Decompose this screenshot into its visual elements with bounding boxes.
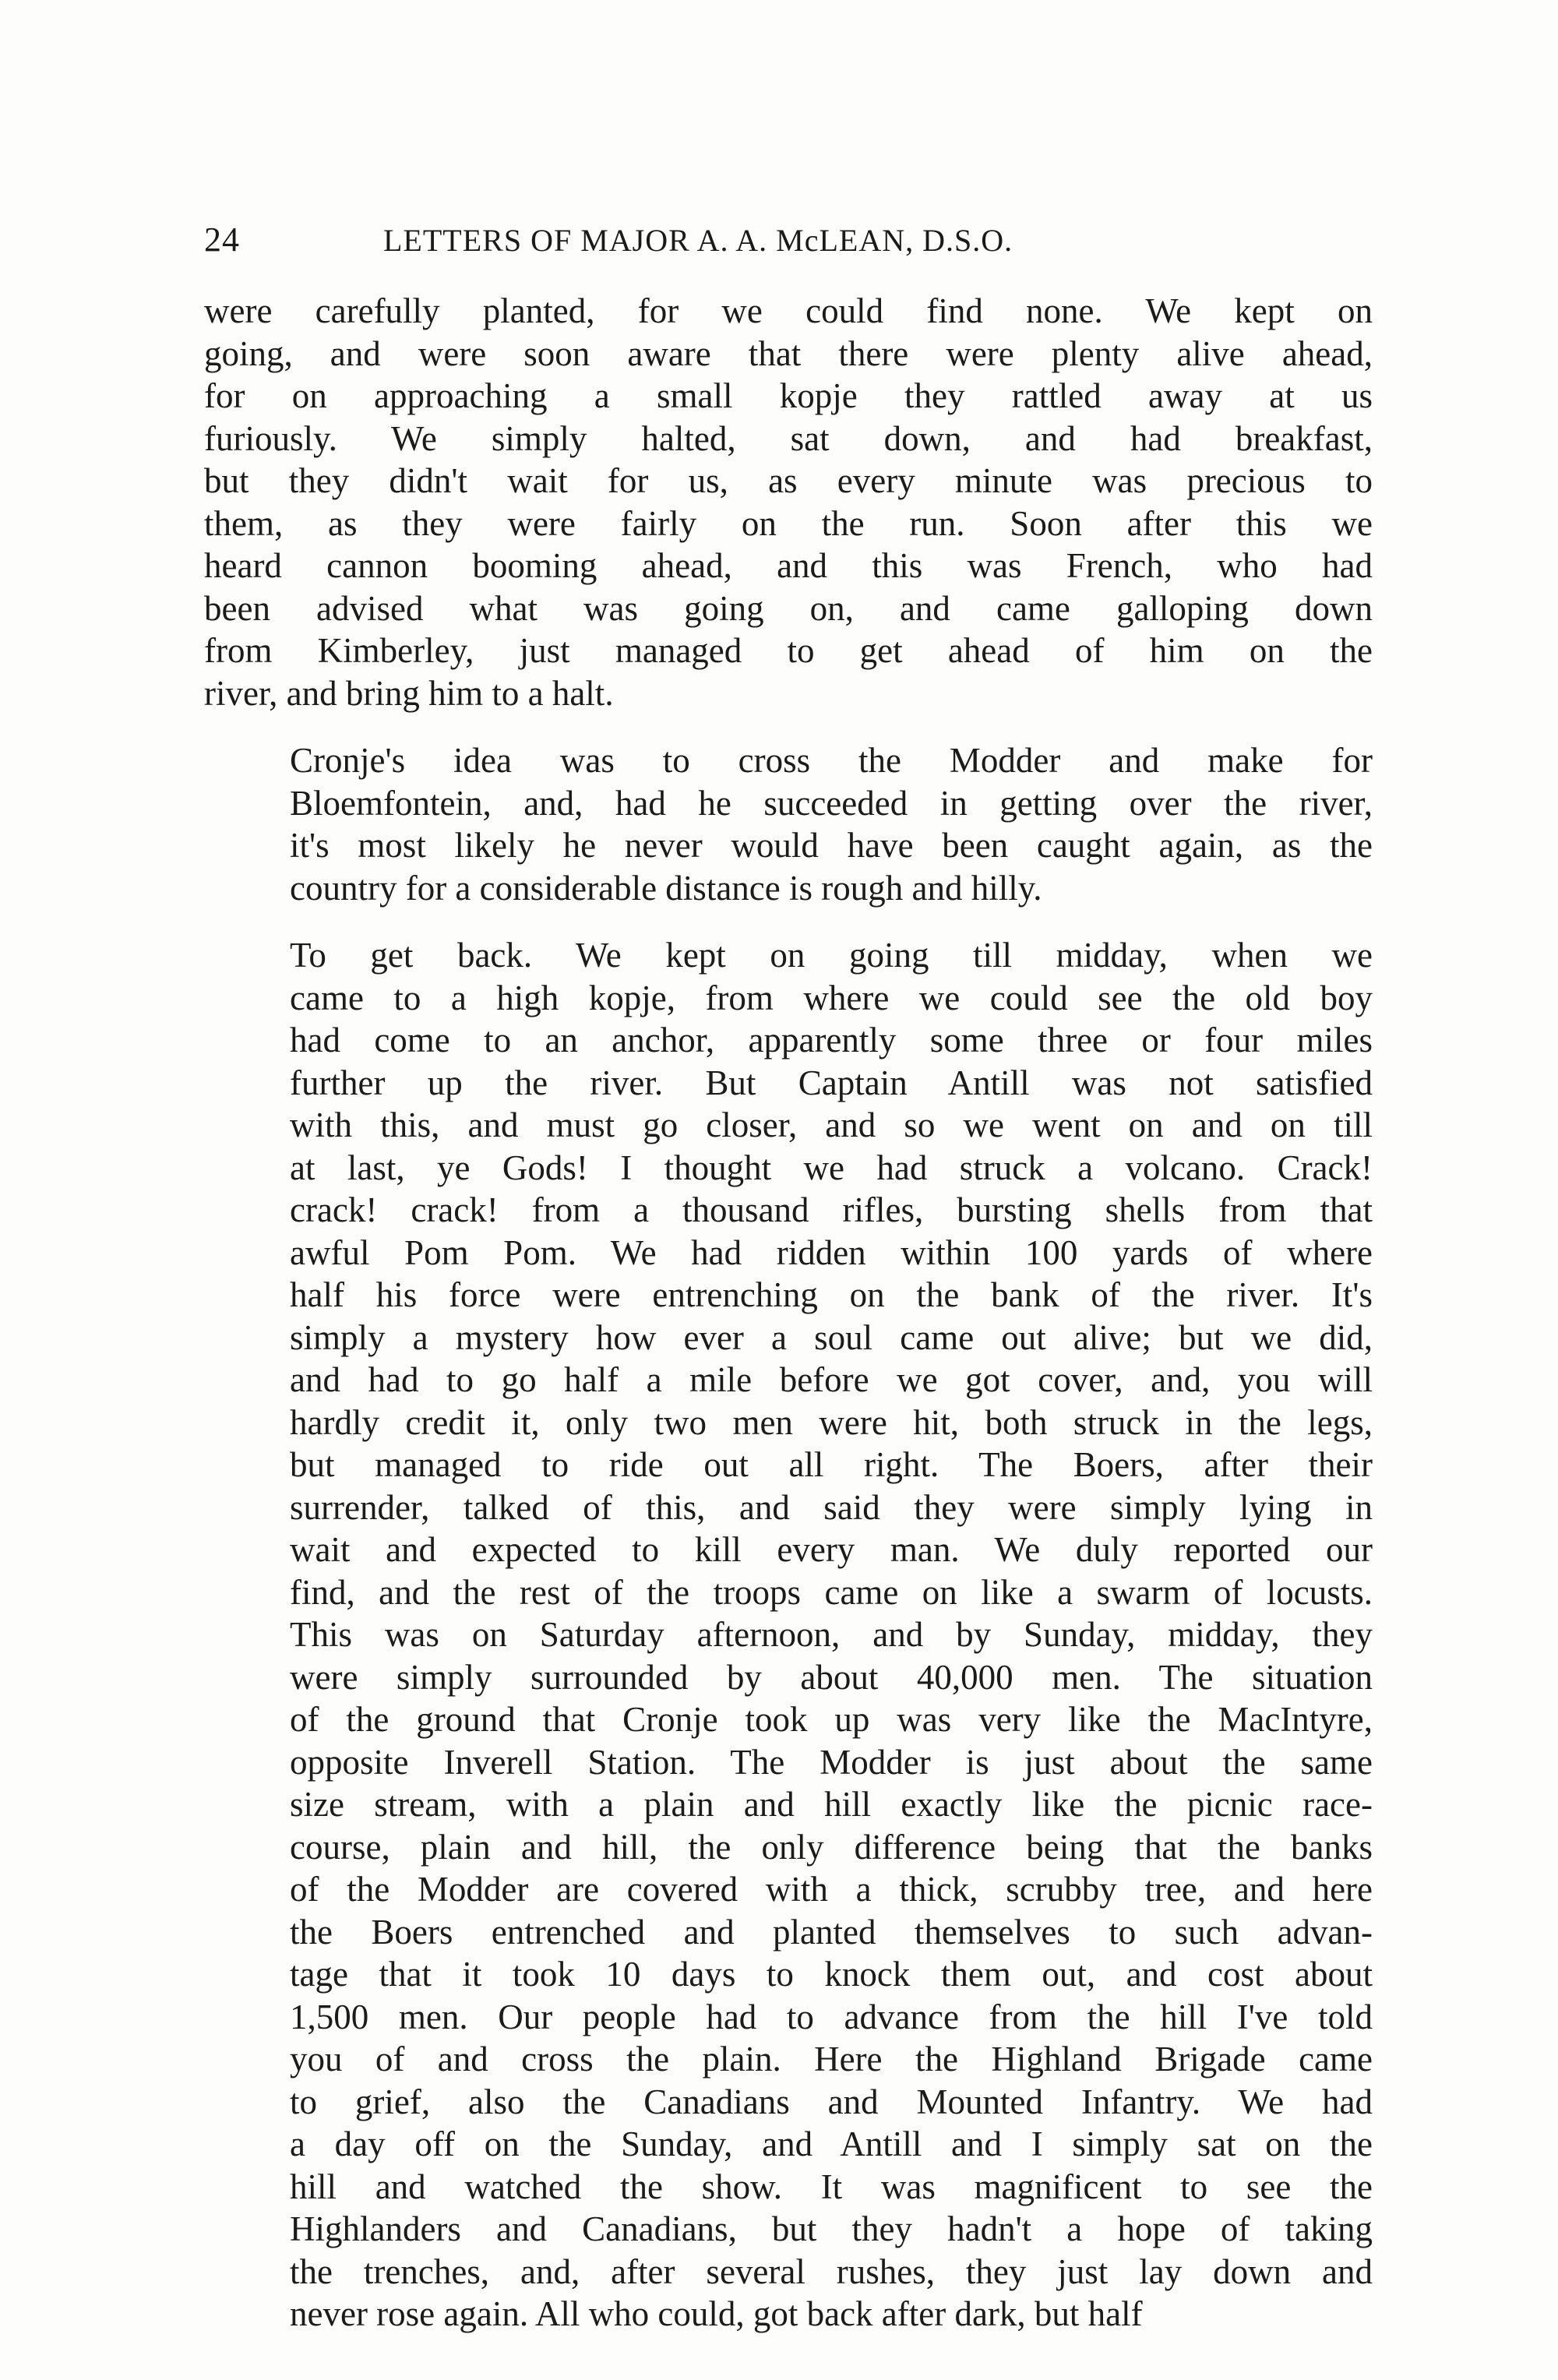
text-line: 1,500 men. Our people had to advance from the hill I've told: [290, 1997, 1373, 2036]
text-line: the trenches, and, after several rushes, they just lay down and: [290, 2251, 1373, 2291]
text-line: further up the river. But Captain Antill was not satisfied: [290, 1063, 1373, 1102]
text-line: were carefully planted, for we could find none. We kept on: [204, 291, 1373, 330]
text-line: Cronje's idea was to cross the Modder and make for: [290, 741, 1373, 780]
paragraph: [204, 934, 1373, 2336]
text-line: heard cannon booming ahead, and this was French, who had: [204, 546, 1373, 585]
text-line: size stream, with a plain and hill exactly like the picnic race-: [290, 1785, 1373, 1824]
text-line: a day off on the Sunday, and Antill and I simply sat on the: [290, 2124, 1373, 2163]
text-line: hardly credit it, only two men were hit, both struck in the legs,: [290, 1402, 1373, 1442]
paragraph: [204, 290, 1373, 714]
text-line: them, as they were fairly on the run. Soon after this we: [204, 503, 1373, 543]
text-line: half his force were entrenching on the bank of the river. It's: [290, 1275, 1373, 1314]
text-line: find, and the rest of the troops came on like a swarm of locusts.: [290, 1572, 1373, 1612]
text-line: opposite Inverell Station. The Modder is just about the same: [290, 1742, 1373, 1782]
text-line: but they didn't wait for us, as every minute was precious to: [204, 461, 1373, 500]
text-line: surrender, talked of this, and said they were simply lying in: [290, 1487, 1373, 1527]
text-line: course, plain and hill, the only difference being that the banks: [290, 1827, 1373, 1867]
text-line: never rose again. All who could, got back after dark, but half: [290, 2294, 1143, 2333]
text-line: you of and cross the plain. Here the Highland Brigade came: [290, 2040, 1373, 2079]
text-line: had come to an anchor, apparently some three or four miles: [290, 1021, 1373, 1060]
text-line: it's most likely he never would have been caught again, as the: [290, 826, 1373, 865]
text-line: for on approaching a small kopje they rattled away at us: [204, 376, 1373, 415]
text-line: Highlanders and Canadians, but they hadn't a hope of taking: [290, 2209, 1373, 2248]
text-line: Bloemfontein, and, had he succeeded in getting over the river,: [290, 783, 1373, 823]
text-line: with this, and must go closer, and so we went on and on till: [290, 1105, 1373, 1144]
text-line: going, and were soon aware that there were plenty alive ahead,: [204, 333, 1373, 373]
text-line: at last, ye Gods! I thought we had struck a volcano. Crack!: [290, 1148, 1373, 1187]
text-line: but managed to ride out all right. The Boers, after their: [290, 1445, 1373, 1484]
text-line: furiously. We simply halted, sat down, and had breakfast,: [204, 418, 1373, 458]
text-line: of the ground that Cronje took up was very like the MacIntyre,: [290, 1700, 1373, 1739]
text-line: were simply surrounded by about 40,000 men. The situation: [290, 1657, 1373, 1697]
text-line: simply a mystery how ever a soul came out alive; but we did,: [290, 1317, 1373, 1357]
text-line: been advised what was going on, and came galloping down: [204, 588, 1373, 628]
running-head: [204, 220, 1365, 266]
text-line: of the Modder are covered with a thick, scrubby tree, and here: [290, 1870, 1373, 1909]
text-line: awful Pom Pom. We had ridden within 100 yards of where: [290, 1232, 1373, 1272]
text-line: to grief, also the Canadians and Mounted Infantry. We had: [290, 2082, 1373, 2121]
text-line: came to a high kopje, from where we could see the old boy: [290, 978, 1373, 1017]
text-line: from Kimberley, just managed to get ahead of him on the: [204, 631, 1373, 670]
text-line: wait and expected to kill every man. We duly reported our: [290, 1530, 1373, 1569]
text-line: tage that it took 10 days to knock them out, and cost about: [290, 1955, 1373, 1994]
page-number: 24: [204, 220, 240, 259]
text-line: hill and watched the show. It was magnificent to see the: [290, 2167, 1373, 2206]
paragraph: [204, 739, 1373, 909]
body-text: [204, 290, 1373, 2336]
text-line: country for a considerable distance is rough and hilly.: [290, 868, 1042, 908]
text-line: To get back. We kept on going till midday, when we: [290, 936, 1373, 975]
book-title: LETTERS OF MAJOR A. A. McLEAN, D.S.O.: [383, 223, 1013, 258]
text-line: crack! crack! from a thousand rifles, bursting shells from that: [290, 1190, 1373, 1229]
text-line: and had to go half a mile before we got cover, and, you will: [290, 1360, 1373, 1399]
text-line: river, and bring him to a halt.: [204, 673, 614, 713]
text-line: the Boers entrenched and planted themselves to such advan-: [290, 1912, 1373, 1952]
text-line: This was on Saturday afternoon, and by Sunday, midday, they: [290, 1615, 1373, 1654]
